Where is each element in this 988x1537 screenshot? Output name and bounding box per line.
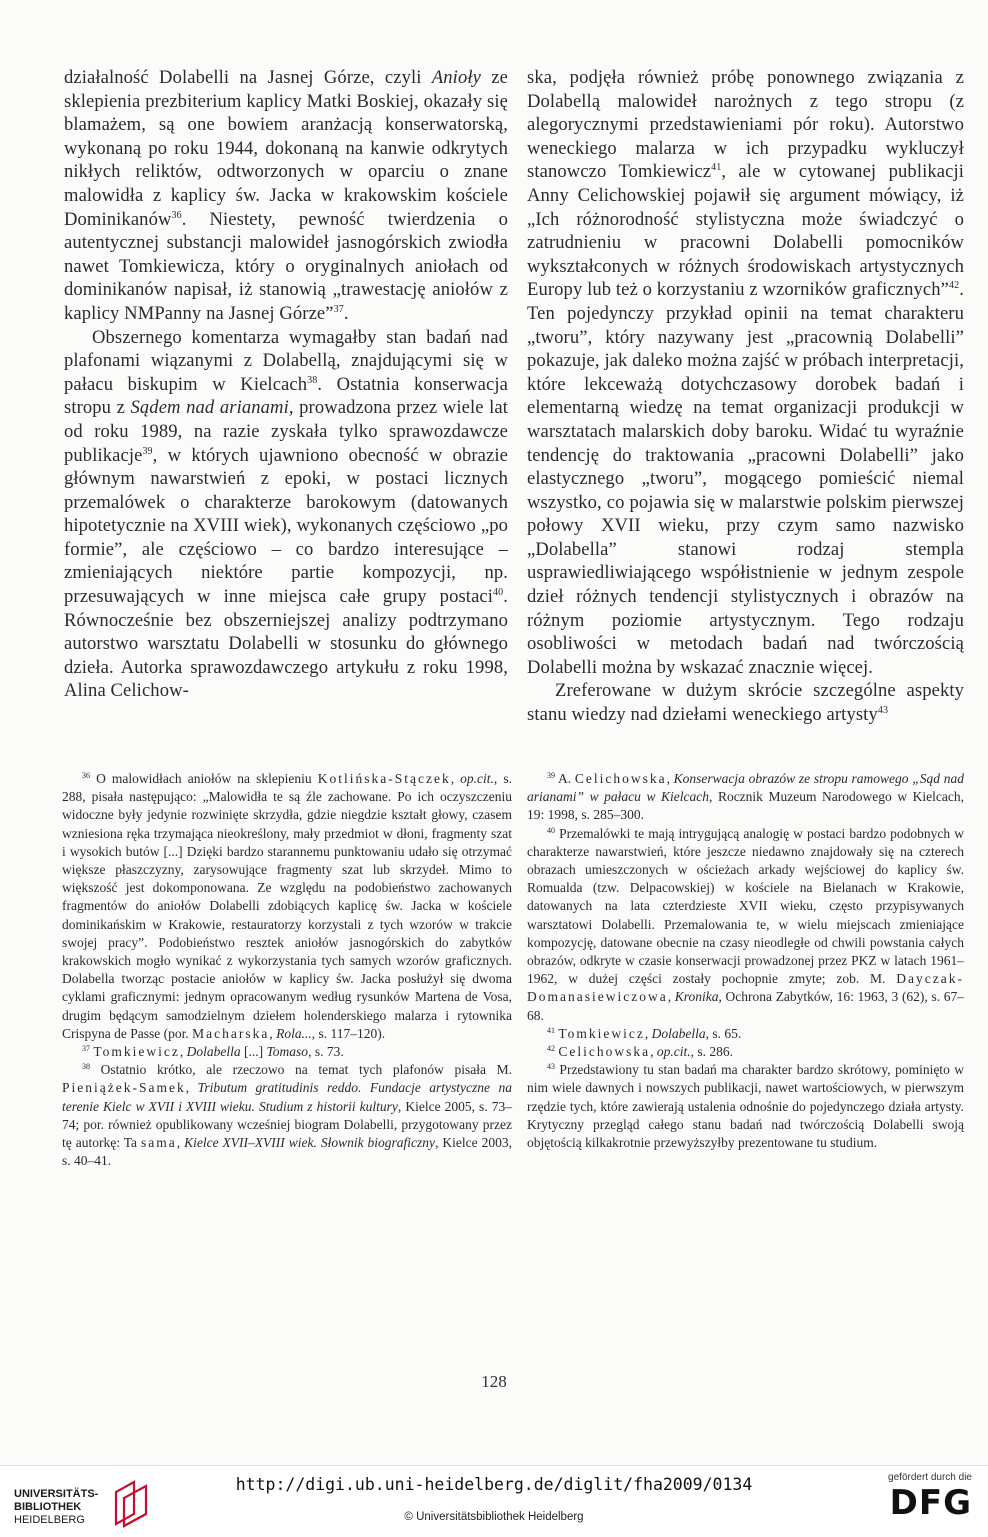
footnote: $^{41}$ Tomkiewicz, Dolabella, s. 65.: [547, 1025, 742, 1041]
copyright-notice: © Universitätsbibliothek Heidelberg: [404, 1511, 584, 1523]
page-number: 128: [481, 1372, 507, 1391]
footnote: $^{36}$ O malowidłach aniołów na sklepieniu Kotlińska-Stączek, op.cit., s. 288, pisała następująco: „Malowidła te są źle zachowane. Po ich oczyszczeniu widoczne były jedynie rozwinięte skrzydła, gdzie niegdzie kształt głowy, czasem wzniesiona ręka trzymająca nieokreślony, mały przedmiot w dłoni, fragmenty szat i wysokich butów [...] Dzięki bardzo starannemu punktowaniu udało się otrzymać większe płaszczyzny, zarysowujące fragmenty szat lub skrzydeł. Mimo to większość jest dokomponowana. Ze względu na podobieństwo zachowanych fragmentów do aniołów Dolabelli zdobiących kaplicę św. Jacka w kościele dominikańskim w Krakowie, restauratorzy korzystali z tych wzorów w trakcie swojej pracy”. Podobieństwo resztek aniołów jasnogórskich do zabytków krakowskich mogło wynikać z wykorzystania tych samych wzorów graficznych. Dolabella tworząc postacie aniołów w kaplicy św. Jacka posłużył się dwoma cyklami graficznymi: jednym opracowanym według rysunków Martena de Vosa, drugim będącym samodzielnym dziełem holenderskiego malarza i rytownika Crispyna de Passe (por. Macharska, Rola..., s. 117–120).: [62, 771, 513, 1041]
dfg-logo-block[interactable]: [866, 1472, 972, 1532]
funded-by-label: gefördert durch die: [888, 1472, 972, 1483]
footnote: $^{37}$ Tomkiewicz, Dolabella [...] Tomaso, s. 73.: [82, 1044, 344, 1060]
dfg-logo: DFG: [889, 1483, 972, 1523]
footnote: $^{38}$ Ostatnio krótko, ale rzeczowo na temat tych plafonów pisała M. Pieniążek-Samek, Tributum gratitudinis reddo. Fundacje artystyczne na terenie Kielc w XVII i XVIII wieku. Studium z historii kultury, Kielce 2005, s. 73–74; por. również opublikowany wcześniej biogram Dolabelli, przygotowany przez tę autorkę: Ta sama, Kielce XVII–XVIII wiek. Słownik biograficzny, Kielce 2003, s. 40–41.: [62, 1062, 513, 1169]
footnotes-left: [62, 770, 512, 1170]
footnote: $^{42}$ Celichowska, op.cit., s. 286.: [547, 1044, 734, 1060]
library-name: UNIVERSITÄTS- BIBLIOTHEK HEIDELBERG: [14, 1488, 99, 1526]
body-paragraph: ska, podjęła również próbę ponownego związania z Dolabellą malowideł narożnych z tego stropu (z alegorycznymi przedstawieniami pór roku). Autorstwo weneckiego malarza w ich przypadku wykluczył stanowczo Tomkiewicz$^{41}$, ale w cytowanej publikacji Anny Celichowskiej pojawił się argument mówiący, iż „Ich różnorodność stylistyczna może świadczyć o zatrudnieniu w pracowni Dolabelli pomocników wykształconych w różnych środowiskach artystycznych Europy lub też o korzystaniu z wzorników graficznych”$^{42}$. Ten pojedynczy przykład opinii na temat charakteru „tworu”, który nazywany jest „pracownią Dolabelli” pokazuje, jak daleko można zajść w próbach interpretacji, które lekceważą dotychczasowy dorobek badań i elementarną wiedzę na temat organizacji produkcji w warsztatach malarskich doby baroku. Widać tu wyraźnie tendencję do traktowania „pracowni Dolabelli” jako elastycznego „tworu”, mogącego pomieścić niemal wszystko, co pojawia się w malarstwie polskim pierwszej połowy XVII wieku, przy czym samo nazwisko „Dolabella” stanowi rodzaj stempla usprawiedliwiającego współistnienie w jednym zespole dzieł różnych tendencji stylistycznych i obrazów na różnym poziomie artystycznym. Tego rodzaju osobliwości w metodach badań nad twórczością Dolabelli można by wskazać znacznie więcej.: [527, 67, 964, 678]
body-paragraph: Obszernego komentarza wymagałby stan badań nad plafonami wiązanymi z Dolabellą, znajdującymi się w pałacu biskupim w Kielcach$^{38}$. Ostatnia konserwacja stropu z Sądem nad arianami, prowadzona przez wiele lat od roku 1989, na razie zyskała tylko sprawozdawcze publikacje$^{39}$, w których ujawniono obecność w obrazie głównym nawarstwień z epoki, w postaci licznych przemalówek o charakterze barokowym (datowanych hipotetycznie na XVIII wiek), wykonanych częściowo „po formie”, ale częściowo – co bardzo interesujące – zmieniających niektóre partie kompozycji, np. przesuwających w inne miejsca całe grupy postaci$^{40}$. Równocześnie bez obszerniejszej analizy podtrzymano autorstwo warsztatu Dolabelli w stosunku do głównego dzieła. Autorka sprawozdawczego artykułu z roku 1998, Alina Celichow-: [64, 326, 508, 702]
footnote: $^{39}$ A. Celichowska, Konserwacja obrazów ze stropu ramowego „Sąd nad arianami” w pałacu w Kielcach, Rocznik Muzeum Narodowego w Kielcach, 19: 1998, s. 285–300.: [527, 771, 964, 823]
body-column-left: [64, 66, 508, 703]
body-paragraph: Zreferowane w dużym skrócie szczególne aspekty stanu wiedzy nad dziełami weneckiego artysty$^{43}$: [527, 680, 964, 726]
permalink-url[interactable]: http://digi.ub.uni-heidelberg.de/diglit/fha2009/0134: [235, 1475, 753, 1494]
digitization-footer: [0, 1465, 988, 1537]
footnote: $^{43}$ Przedstawiony tu stan badań ma charakter bardzo skrótowy, pominięto w nim wiele dawnych i nowszych publikacji, nawet wartościowych, w pierwszym rzędzie tych, które zawierają ustalenia odnośnie do pojedynczego działa artysty. Krytyczny przegląd całego stanu badań nad twórczością Dolabelli swoją objętością kilkakrotnie przewyższyłby prezentowane tu studium.: [527, 1062, 964, 1151]
body-column-right: [527, 66, 964, 727]
footnotes-right: [527, 770, 964, 1152]
footnote: $^{40}$ Przemalówki te mają intrygującą analogię w postaci bardzo podobnych w charakterze nawarstwień, które jeszcze niedawno znajdowały się na czterech obrazach umieszczonych w ościeżach arkady wejściowej do kaplicy św. Romualda (tzw. Delpacowskiej) w kościele na Bielanach w Krakowie, datowanych na lata czterdzieste XVII wieku, często przypisywanych warsztatowi Dolabelli. Przemalowania te, w wielu miejscach zmieniające kompozycję, datowane obecnie na czasy nieodległe od chwili powstania całych obrazów, odkryte w czasie konserwacji prowadzonej przez PKZ w latach 1961–1962, w dużej części zostały pochopnie zmyte; zob. M. Dayczak-Domanasiewiczowa, Kronika, Ochrona Zabytków, 16: 1963, 3 (62), s. 67–68.: [527, 825, 965, 1023]
body-paragraph: działalność Dolabelli na Jasnej Górze, czyli Anioły ze sklepienia prezbiterium kaplicy Matki Boskiej, okazały się blamażem, są one bowiem aranżacją konserwatorską, wykonaną po roku 1944, dokonaną na kanwie odkrytych nikłych reliktów, odtworzonych w oparciu o znane malowidła z kaplicy św. Jacka w krakowskim kościele Dominikanów$^{36}$. Niestety, pewność twierdzenia o autentycznej substancji malowideł jasnogórskich zwiodła nawet Tomkiewicza, który o oryginalnych aniołach od dominikanów napisał, iż stanowią „trawestację aniołów z kaplicy NMPanny na Jasnej Górze”$^{37}$.: [64, 67, 508, 324]
